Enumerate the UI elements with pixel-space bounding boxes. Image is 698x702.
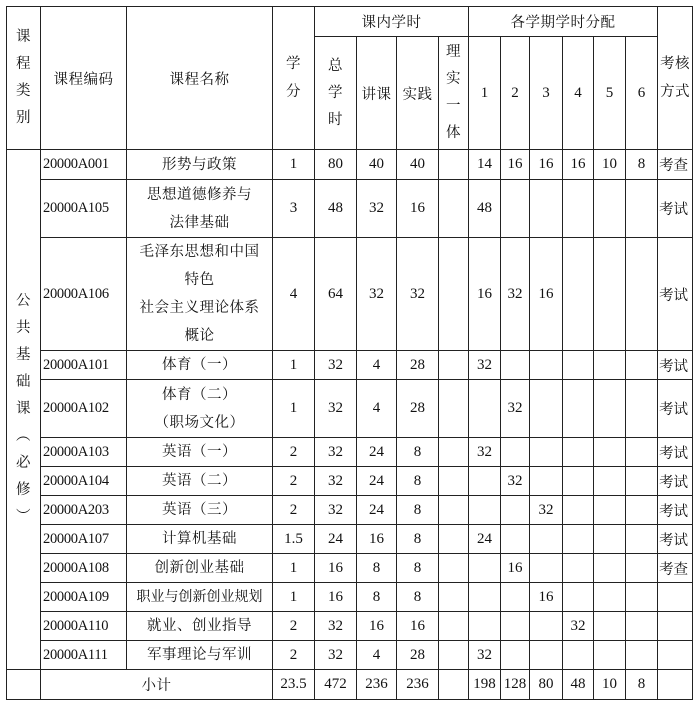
semester-5-hours: [594, 583, 626, 612]
course-name: [127, 612, 273, 641]
semester-6-hours: [626, 467, 658, 496]
course-name: [127, 554, 273, 583]
course-lecture-hours: 4: [357, 351, 397, 380]
subtotal-spacer: [7, 670, 41, 700]
semester-2-hours: [501, 641, 530, 670]
course-name-line: 职业与创新创业规划: [136, 589, 263, 605]
course-credit: 1: [273, 380, 315, 438]
course-total-hours: 32: [315, 467, 357, 496]
semester-6-hours: [626, 380, 658, 438]
semester-1-hours: 16: [469, 238, 501, 351]
semester-5-hours: [594, 641, 626, 670]
semester-1-hours: 32: [469, 438, 501, 467]
course-total-hours: 80: [315, 150, 357, 180]
course-practice-hours: 28: [397, 380, 439, 438]
semester-6-hours: [626, 612, 658, 641]
semester-4-hours: [563, 351, 594, 380]
semester-5-hours: [594, 612, 626, 641]
header-lecture: 讲课: [357, 37, 397, 150]
semester-5-hours: [594, 238, 626, 351]
semester-2-hours: [501, 583, 530, 612]
semester-1-hours: [469, 583, 501, 612]
course-credit: 2: [273, 496, 315, 525]
semester-6-hours: 8: [626, 150, 658, 180]
course-lecture-hours: 24: [357, 438, 397, 467]
course-practice-hours: 40: [397, 150, 439, 180]
semester-6-hours: [626, 525, 658, 554]
header-semester-5: 5: [594, 37, 626, 150]
course-total-hours: 16: [315, 554, 357, 583]
course-exam-type: 考试: [658, 180, 693, 238]
table-row: [7, 467, 693, 496]
course-name: [127, 496, 273, 525]
subtotal-total-hours: 472: [315, 670, 357, 700]
header-semester-3: 3: [530, 37, 563, 150]
semester-2-hours: 32: [501, 380, 530, 438]
semester-4-hours: 32: [563, 612, 594, 641]
semester-5-hours: [594, 438, 626, 467]
course-integrated-hours: [439, 380, 469, 438]
header-semester-6: 6: [626, 37, 658, 150]
course-credit: 1: [273, 583, 315, 612]
semester-4-hours: 16: [563, 150, 594, 180]
course-integrated-hours: [439, 467, 469, 496]
course-name-line: 创新创业基础: [154, 560, 245, 576]
course-exam-type: 考试: [658, 467, 693, 496]
subtotal-label: 小计: [41, 670, 273, 700]
semester-4-hours: [563, 467, 594, 496]
course-total-hours: 32: [315, 496, 357, 525]
table-row: [7, 380, 693, 438]
semester-4-hours: [563, 554, 594, 583]
semester-2-hours: [501, 438, 530, 467]
semester-3-hours: 32: [530, 496, 563, 525]
header-semester-1: 1: [469, 37, 501, 150]
course-name: [127, 641, 273, 670]
course-practice-hours: 8: [397, 525, 439, 554]
course-code: 20000A104: [41, 467, 127, 496]
table-row: [7, 525, 693, 554]
semester-5-hours: [594, 380, 626, 438]
semester-3-hours: [530, 351, 563, 380]
semester-2-hours: [501, 180, 530, 238]
semester-4-hours: [563, 380, 594, 438]
course-credit: 2: [273, 612, 315, 641]
course-code: 20000A103: [41, 438, 127, 467]
course-name: [127, 380, 273, 438]
semester-4-hours: [563, 583, 594, 612]
course-name: [127, 238, 273, 351]
table-row: [7, 150, 693, 180]
header-semester-4: 4: [563, 37, 594, 150]
semester-5-hours: [594, 351, 626, 380]
course-name-line: 英语（二）: [162, 473, 237, 489]
course-lecture-hours: 32: [357, 180, 397, 238]
course-name: [127, 525, 273, 554]
semester-4-hours: [563, 525, 594, 554]
semester-4-hours: [563, 438, 594, 467]
course-credit: 1: [273, 150, 315, 180]
table-body: [7, 7, 693, 700]
subtotal-practice-hours: 236: [397, 670, 439, 700]
table-row: [7, 496, 693, 525]
semester-5-hours: [594, 525, 626, 554]
course-total-hours: 64: [315, 238, 357, 351]
subtotal-row: [7, 670, 693, 700]
table-row: [7, 554, 693, 583]
course-exam-type: 考试: [658, 525, 693, 554]
course-total-hours: 24: [315, 525, 357, 554]
table-row: [7, 238, 693, 351]
subtotal-integrated-hours: [439, 670, 469, 700]
semester-5-hours: [594, 496, 626, 525]
course-name: [127, 467, 273, 496]
semester-1-hours: [469, 467, 501, 496]
course-name-line: 思想道德修养与: [147, 186, 252, 203]
semester-5-hours: [594, 554, 626, 583]
course-total-hours: 48: [315, 180, 357, 238]
semester-5-hours: [594, 180, 626, 238]
course-name-line: 英语（一）: [162, 444, 237, 460]
subtotal-exam: [658, 670, 693, 700]
semester-2-hours: 16: [501, 554, 530, 583]
course-practice-hours: 8: [397, 554, 439, 583]
semester-2-hours: 16: [501, 150, 530, 180]
course-practice-hours: 8: [397, 467, 439, 496]
header-hours-group: 课内学时: [315, 7, 469, 37]
semester-3-hours: [530, 180, 563, 238]
course-lecture-hours: 32: [357, 238, 397, 351]
semester-6-hours: [626, 438, 658, 467]
semester-3-hours: [530, 380, 563, 438]
header-row-1: [7, 7, 693, 37]
header-credit: 学 分: [273, 7, 315, 150]
course-credit: 2: [273, 641, 315, 670]
course-total-hours: 32: [315, 380, 357, 438]
table-row: [7, 641, 693, 670]
subtotal-lecture-hours: 236: [357, 670, 397, 700]
semester-1-hours: [469, 496, 501, 525]
course-lecture-hours: 16: [357, 525, 397, 554]
course-name-line: 就业、创业指导: [147, 618, 252, 634]
header-category: 课 程 类 别: [7, 7, 41, 150]
table-row: [7, 612, 693, 641]
course-lecture-hours: 4: [357, 641, 397, 670]
course-credit: 1.5: [273, 525, 315, 554]
course-name-line: 英语（三）: [162, 502, 237, 518]
semester-6-hours: [626, 496, 658, 525]
course-practice-hours: 8: [397, 438, 439, 467]
course-integrated-hours: [439, 180, 469, 238]
semester-2-hours: [501, 525, 530, 554]
semester-3-hours: [530, 438, 563, 467]
course-practice-hours: 32: [397, 238, 439, 351]
course-total-hours: 16: [315, 583, 357, 612]
course-name-line: 体育（二）: [162, 386, 237, 403]
semester-6-hours: [626, 238, 658, 351]
semester-2-hours: 32: [501, 238, 530, 351]
course-name: [127, 351, 273, 380]
table-row: [7, 583, 693, 612]
semester-3-hours: [530, 467, 563, 496]
semester-4-hours: [563, 238, 594, 351]
course-name-line: 形势与政策: [162, 156, 237, 173]
course-total-hours: 32: [315, 351, 357, 380]
course-integrated-hours: [439, 612, 469, 641]
header-name: 课程名称: [127, 7, 273, 150]
course-code: 20000A106: [41, 238, 127, 351]
course-total-hours: 32: [315, 612, 357, 641]
course-exam-type: 考试: [658, 438, 693, 467]
semester-2-hours: 32: [501, 467, 530, 496]
course-integrated-hours: [439, 150, 469, 180]
semester-1-hours: 32: [469, 351, 501, 380]
course-practice-hours: 16: [397, 180, 439, 238]
course-code: 20000A111: [41, 641, 127, 670]
header-total-hours: 总 学 时: [315, 37, 357, 150]
semester-3-hours: 16: [530, 238, 563, 351]
course-name: [127, 180, 273, 238]
course-credit: 2: [273, 438, 315, 467]
course-code: 20000A001: [41, 150, 127, 180]
course-integrated-hours: [439, 438, 469, 467]
subtotal-semester-6: 8: [626, 670, 658, 700]
course-practice-hours: 8: [397, 583, 439, 612]
course-code: 20000A110: [41, 612, 127, 641]
course-name-line: 社会主义理论体系: [139, 300, 260, 316]
course-lecture-hours: 4: [357, 380, 397, 438]
course-exam-type: 考试: [658, 496, 693, 525]
course-lecture-hours: 16: [357, 612, 397, 641]
subtotal-semester-1: 198: [469, 670, 501, 700]
subtotal-semester-2: 128: [501, 670, 530, 700]
semester-2-hours: [501, 612, 530, 641]
subtotal-credit: 23.5: [273, 670, 315, 700]
semester-2-hours: [501, 496, 530, 525]
course-integrated-hours: [439, 641, 469, 670]
semester-6-hours: [626, 180, 658, 238]
course-credit: 1: [273, 554, 315, 583]
course-integrated-hours: [439, 496, 469, 525]
semester-6-hours: [626, 583, 658, 612]
semester-1-hours: 24: [469, 525, 501, 554]
course-exam-type: 考试: [658, 351, 693, 380]
header-semester-2: 2: [501, 37, 530, 150]
course-lecture-hours: 24: [357, 467, 397, 496]
course-code: 20000A109: [41, 583, 127, 612]
semester-3-hours: [530, 525, 563, 554]
course-integrated-hours: [439, 583, 469, 612]
course-integrated-hours: [439, 554, 469, 583]
semester-3-hours: [530, 554, 563, 583]
semester-5-hours: 10: [594, 150, 626, 180]
course-integrated-hours: [439, 525, 469, 554]
category-cell: 公 共 基 础 课 ︵ 必 修 ︶: [7, 150, 41, 670]
course-name-line: 概论: [184, 328, 215, 344]
header-exam: 考核 方式: [658, 7, 693, 150]
semester-4-hours: [563, 641, 594, 670]
semester-6-hours: [626, 641, 658, 670]
subtotal-semester-3: 80: [530, 670, 563, 700]
course-plan-table: [6, 6, 693, 700]
course-name: [127, 438, 273, 467]
course-lecture-hours: 24: [357, 496, 397, 525]
course-name: [127, 583, 273, 612]
course-code: 20000A102: [41, 380, 127, 438]
course-lecture-hours: 8: [357, 583, 397, 612]
semester-1-hours: 32: [469, 641, 501, 670]
course-practice-hours: 28: [397, 641, 439, 670]
course-code: 20000A107: [41, 525, 127, 554]
course-exam-type: [658, 583, 693, 612]
course-name-line: 体育（一）: [162, 357, 237, 373]
semester-1-hours: 14: [469, 150, 501, 180]
semester-4-hours: [563, 180, 594, 238]
header-integrated: 理 实 一 体: [439, 37, 469, 150]
subtotal-semester-5: 10: [594, 670, 626, 700]
course-practice-hours: 8: [397, 496, 439, 525]
semester-6-hours: [626, 351, 658, 380]
subtotal-semester-4: 48: [563, 670, 594, 700]
semester-6-hours: [626, 554, 658, 583]
course-code: 20000A101: [41, 351, 127, 380]
course-credit: 1: [273, 351, 315, 380]
course-code: 20000A203: [41, 496, 127, 525]
semester-1-hours: [469, 554, 501, 583]
semester-1-hours: 48: [469, 180, 501, 238]
course-name-line: 特色: [184, 272, 215, 288]
course-exam-type: 考查: [658, 554, 693, 583]
course-name-line: （职场文化）: [154, 414, 245, 431]
course-exam-type: [658, 641, 693, 670]
semester-3-hours: 16: [530, 150, 563, 180]
course-credit: 4: [273, 238, 315, 351]
course-exam-type: 考试: [658, 238, 693, 351]
table-row: [7, 438, 693, 467]
course-name-line: 军事理论与军训: [147, 647, 252, 663]
course-lecture-hours: 8: [357, 554, 397, 583]
course-integrated-hours: [439, 238, 469, 351]
course-exam-type: 考试: [658, 380, 693, 438]
course-credit: 2: [273, 467, 315, 496]
semester-3-hours: 16: [530, 583, 563, 612]
course-code: 20000A108: [41, 554, 127, 583]
course-name-line: 法律基础: [169, 214, 230, 231]
header-semester-group: 各学期学时分配: [469, 7, 658, 37]
course-name-line: 计算机基础: [162, 531, 237, 547]
table-row: [7, 180, 693, 238]
course-total-hours: 32: [315, 438, 357, 467]
course-total-hours: 32: [315, 641, 357, 670]
semester-5-hours: [594, 467, 626, 496]
course-code: 20000A105: [41, 180, 127, 238]
course-exam-type: [658, 612, 693, 641]
course-lecture-hours: 40: [357, 150, 397, 180]
header-practice: 实践: [397, 37, 439, 150]
semester-4-hours: [563, 496, 594, 525]
semester-1-hours: [469, 612, 501, 641]
semester-3-hours: [530, 641, 563, 670]
course-name: [127, 150, 273, 180]
semester-2-hours: [501, 351, 530, 380]
course-integrated-hours: [439, 351, 469, 380]
semester-1-hours: [469, 380, 501, 438]
semester-3-hours: [530, 612, 563, 641]
course-practice-hours: 28: [397, 351, 439, 380]
course-credit: 3: [273, 180, 315, 238]
course-practice-hours: 16: [397, 612, 439, 641]
course-exam-type: 考查: [658, 150, 693, 180]
header-code: 课程编码: [41, 7, 127, 150]
table-row: [7, 351, 693, 380]
course-name-line: 毛泽东思想和中国: [139, 244, 260, 260]
